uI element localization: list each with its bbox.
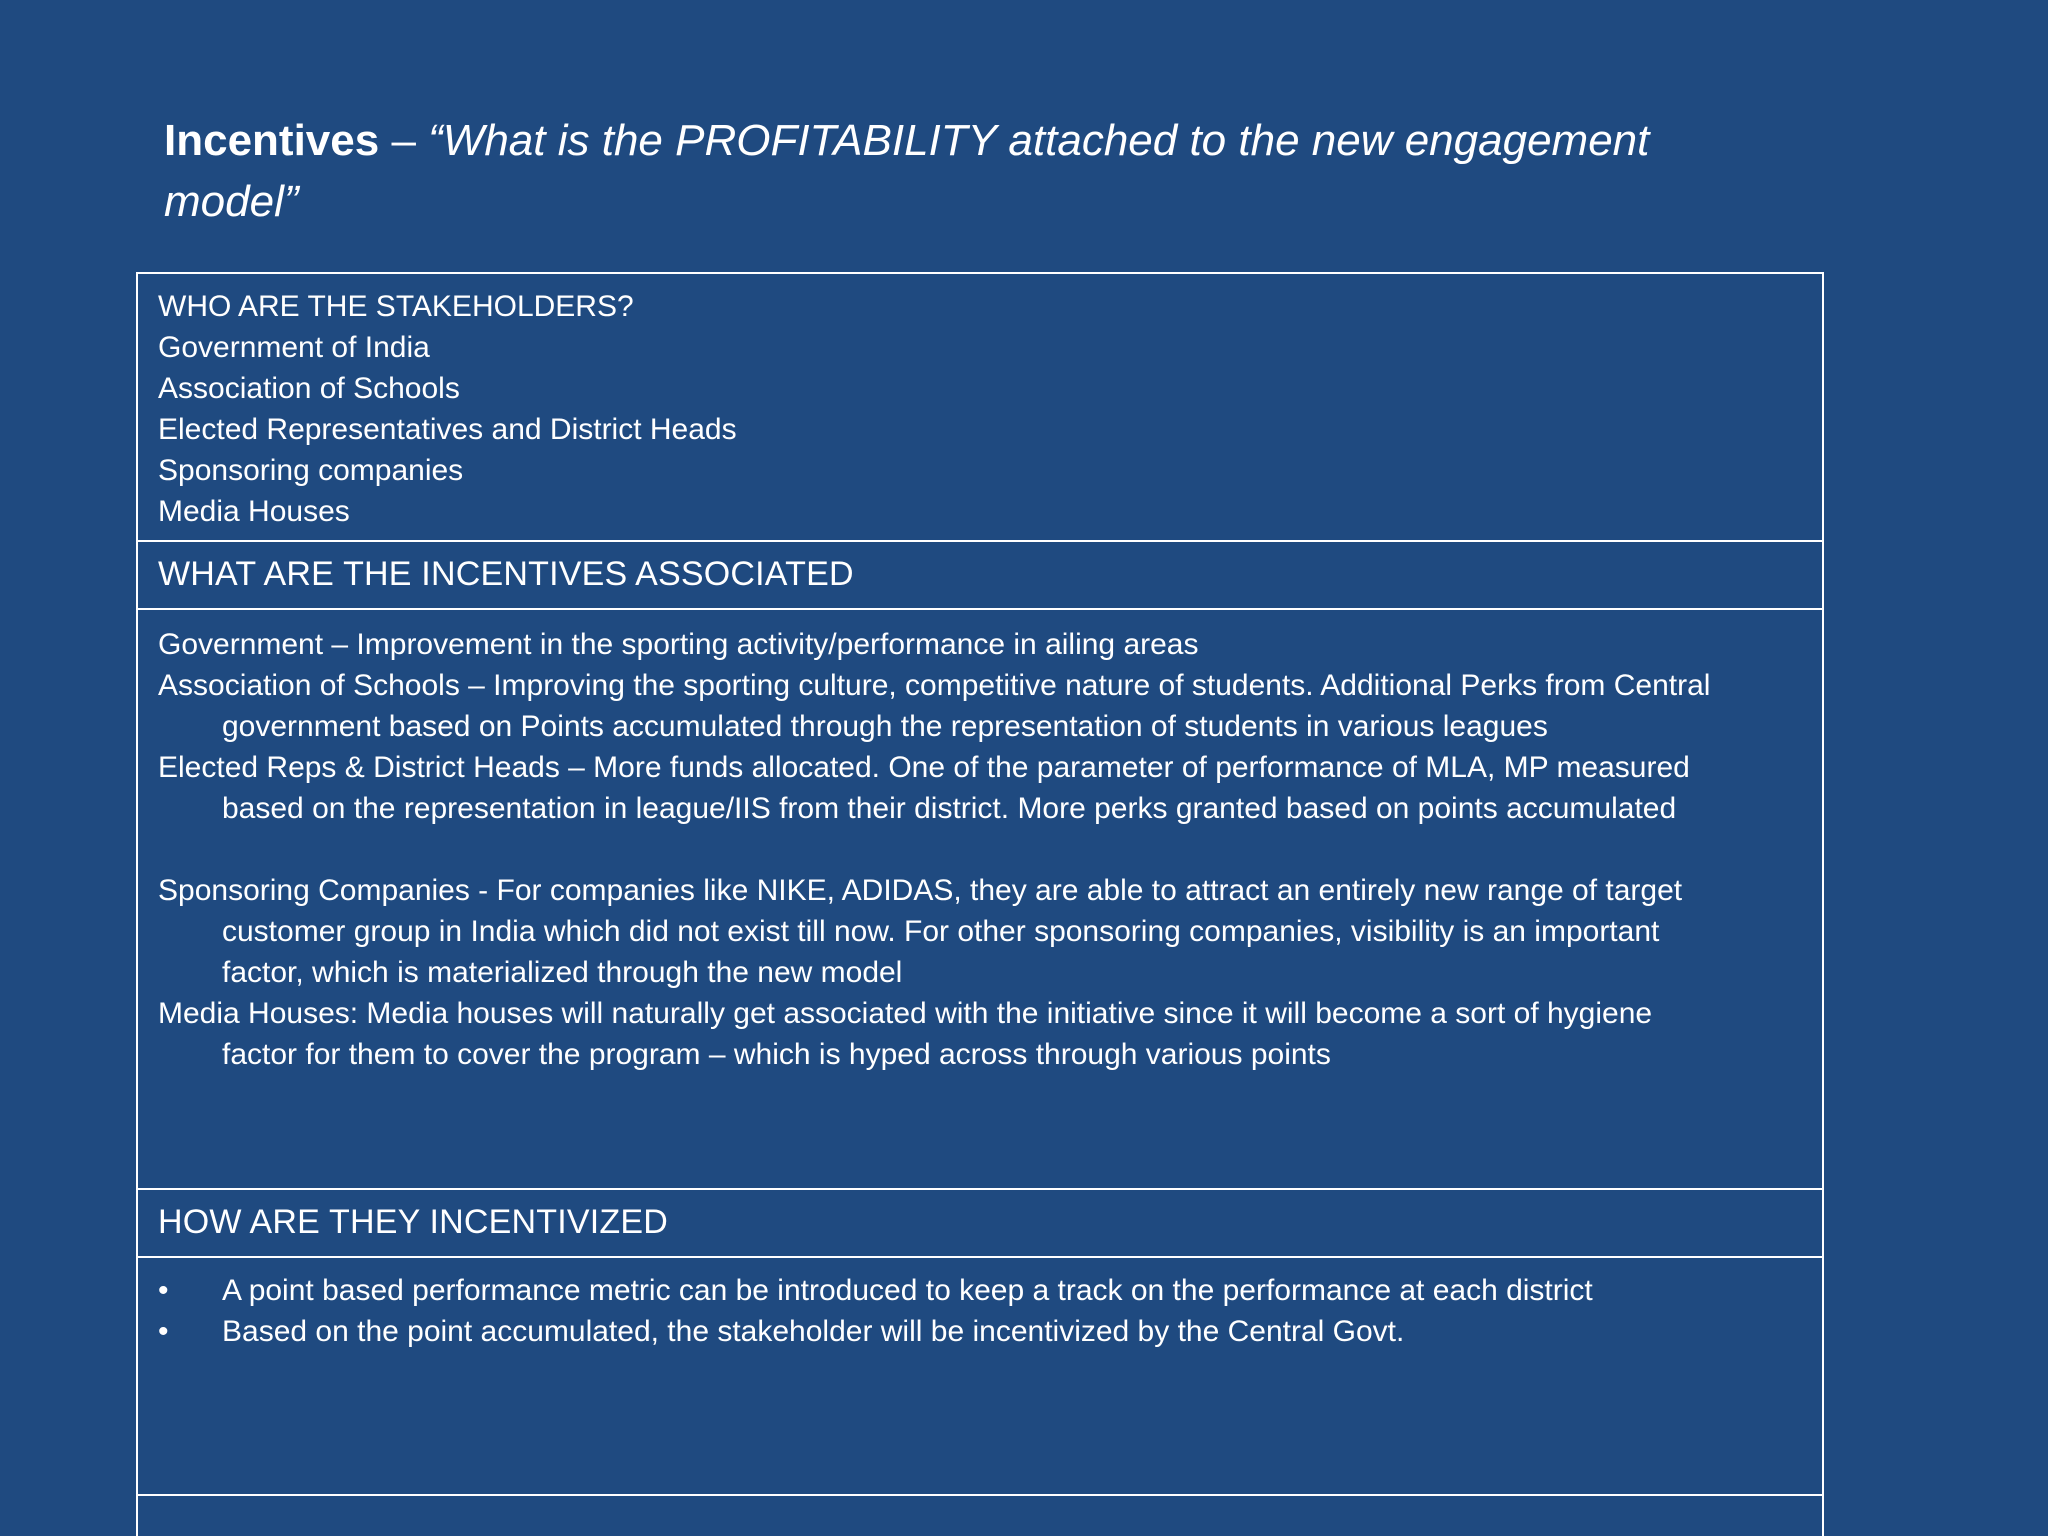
incentives-body-row [138, 610, 1822, 1190]
incentives-table [136, 272, 1824, 1536]
title-question: “What is the PROFITABILITY attached to the new engagement model” [164, 116, 1650, 226]
title-separator: – [379, 116, 429, 165]
bullet-icon: • [158, 1315, 169, 1348]
stakeholders-row [138, 274, 1822, 542]
incentive-line: factor for them to cover the program – which is hyped across through various points [222, 1038, 1331, 1071]
incentives-body [158, 624, 1806, 1075]
incentive-line: government based on Points accumulated through the representation of students in various leagues [222, 710, 1548, 743]
incentive-line: customer group in India which did not exist till now. For other sponsoring companies, visibility is an important [222, 915, 1660, 948]
incentive-line: based on the representation in league/IIS from their district. More perks granted based on points accumulated [222, 792, 1677, 825]
bullet-item [158, 1270, 1806, 1311]
stakeholder-item: Media Houses [158, 495, 350, 528]
bullet-icon: • [158, 1274, 169, 1307]
incentive-line: Elected Reps & District Heads – More funds allocated. One of the parameter of performance of MLA, MP measured [158, 751, 1690, 784]
paragraph-gap [158, 829, 1806, 870]
incentive-line: Media Houses: Media houses will naturally get associated with the initiative since it will become a sort of hygiene [158, 997, 1653, 1030]
stakeholders-cell [158, 286, 1806, 532]
incentive-line: Sponsoring Companies - For companies like NIKE, ADIDAS, they are able to attract an entirely new range of target [158, 874, 1683, 907]
bullet-item [158, 1311, 1806, 1352]
stakeholder-item: Sponsoring companies [158, 454, 464, 487]
incentive-line: factor, which is materialized through the new model [222, 956, 903, 989]
empty-row [138, 1496, 1822, 1536]
bullet-text: Based on the point accumulated, the stakeholder will be incentivized by the Central Govt. [222, 1315, 1405, 1348]
how-body [158, 1270, 1806, 1352]
how-heading: HOW ARE THEY INCENTIVIZED [158, 1203, 669, 1241]
slide-title [164, 110, 1764, 232]
incentives-heading: WHAT ARE THE INCENTIVES ASSOCIATED [158, 555, 854, 593]
stakeholder-item: Government of India [158, 331, 430, 364]
stakeholders-heading: WHO ARE THE STAKEHOLDERS? [158, 290, 634, 323]
title-lead: Incentives [164, 116, 380, 165]
incentives-heading-row [138, 542, 1822, 610]
stakeholder-item: Association of Schools [158, 372, 460, 405]
stakeholder-item: Elected Representatives and District Heads [158, 413, 737, 446]
bullet-text: A point based performance metric can be introduced to keep a track on the performance at each district [222, 1274, 1593, 1307]
incentive-line: Association of Schools – Improving the sporting culture, competitive nature of students. Additional Perks from Central [158, 669, 1711, 702]
how-body-row [138, 1258, 1822, 1496]
incentive-line: Government – Improvement in the sporting activity/performance in ailing areas [158, 628, 1199, 661]
how-heading-row [138, 1190, 1822, 1258]
